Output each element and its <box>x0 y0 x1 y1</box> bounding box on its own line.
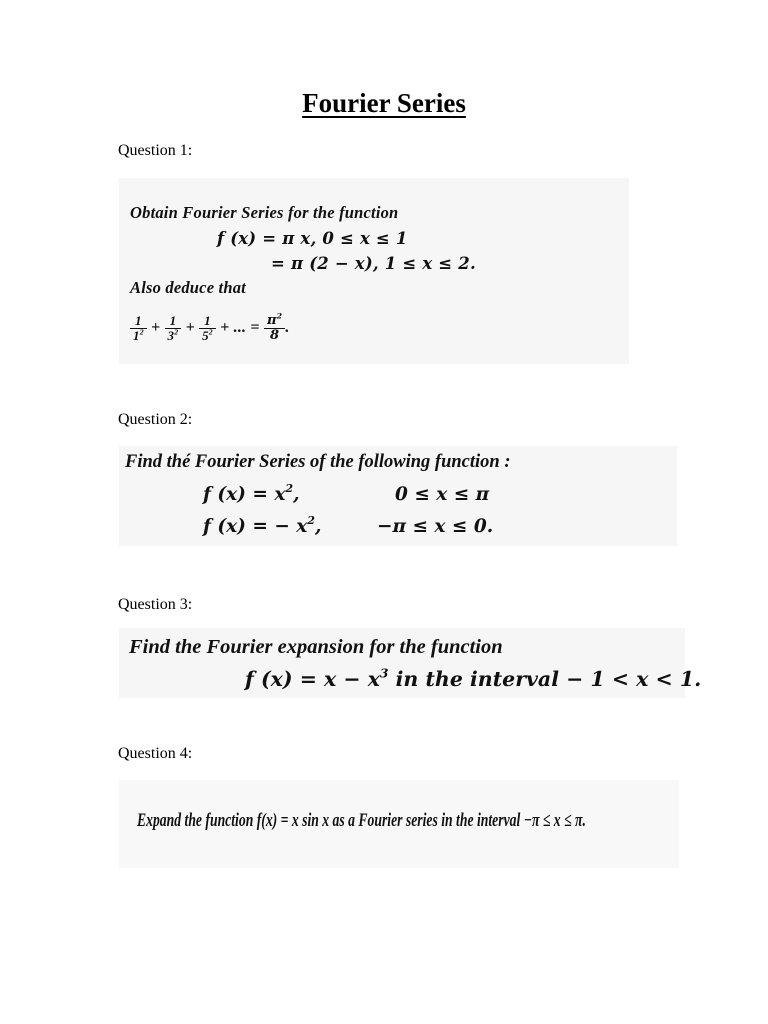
series-term-2: $\frac{1}{3^2}$ <box>165 314 182 342</box>
q3-formula: f $(x) = x - x^3$ in the interval − 1 < x < 1. <box>245 665 702 691</box>
q2-row-1-expr: f $(x) = x^2$, <box>203 482 300 505</box>
series-rhs: $\frac{\pi^2}{8}$ <box>264 314 285 342</box>
q1-line-2: f (x) = π x, 0 ≤ x ≤ 1 <box>217 229 408 248</box>
series-end: . <box>285 318 290 336</box>
question-4-image <box>119 780 679 868</box>
series-term-3: $\frac{1}{5^2}$ <box>199 314 216 342</box>
plus-sign: + <box>151 318 161 336</box>
q2-row-1-range: 0 ≤ x ≤ π <box>395 484 490 505</box>
q1-series <box>130 311 290 343</box>
question-3-label: Question 3: <box>118 596 193 613</box>
q2-row-2-range: −π ≤ x ≤ 0. <box>377 516 494 537</box>
page-title-text: Fourier Series <box>302 88 466 118</box>
question-4-label: Question 4: <box>118 745 193 762</box>
series-term-1: $\frac{1}{1^2}$ <box>130 314 147 342</box>
question-1-label: Question 1: <box>118 142 193 159</box>
q3-line-1: Find the Fourier expansion for the function <box>129 636 503 658</box>
q1-line-4: Also deduce that <box>130 278 246 297</box>
page-title <box>0 88 768 119</box>
q1-line-1: Obtain Fourier Series for the function <box>130 203 399 222</box>
plus-sign: + <box>185 318 195 336</box>
q2-line-1: Find thé Fourier Series of the following function : <box>125 452 511 472</box>
question-1-image <box>119 178 629 364</box>
q2-row-2-expr: f (x) = − $x^2$, <box>203 514 322 537</box>
q1-line-3: = π (2 − x), 1 ≤ x ≤ 2. <box>271 254 476 273</box>
series-tail: + ... = <box>220 318 260 336</box>
question-2-label: Question 2: <box>118 411 193 428</box>
question-3-image <box>119 628 702 698</box>
question-2-image <box>119 446 677 546</box>
q4-line-1: Expand the function f(x) = x sin x as a Fourier series in the interval −π ≤ x ≤ π. <box>137 810 586 831</box>
